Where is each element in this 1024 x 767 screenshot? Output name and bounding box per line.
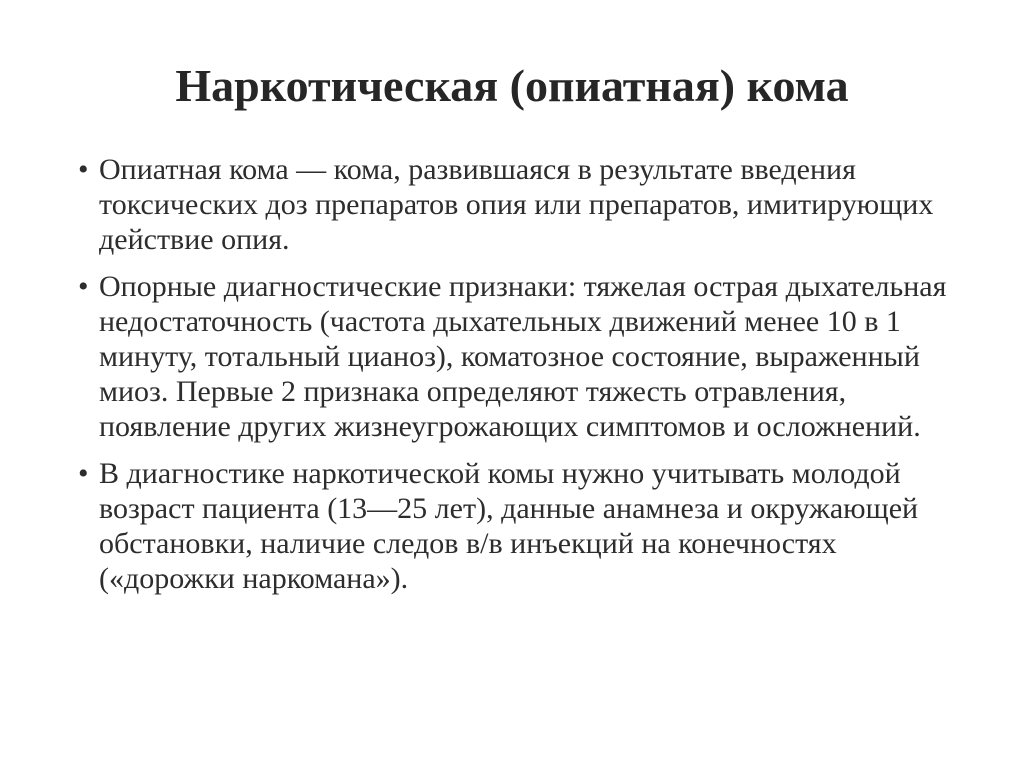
- slide-title: Наркотическая (опиатная) кома: [175, 60, 849, 111]
- bullet-icon: •: [78, 457, 89, 490]
- bullet-item-definition: [78, 152, 958, 257]
- bullet-icon: •: [78, 270, 89, 303]
- bullet-icon: •: [78, 153, 89, 186]
- bullet-text: Опиатная кома — кома, развившаяся в результате введения токсических доз препаратов опия или препаратов, имитирующих действие опия.: [99, 153, 934, 256]
- bullet-item-diagnostics: [78, 456, 958, 596]
- bullet-text: В диагностике наркотической комы нужно учитывать молодой возраст пациента (13—25 лет), данные анамнеза и окружающей обстановки, наличие следов в/в инъекций на конечностях («дорожки наркомана»).: [99, 457, 919, 595]
- bullet-text: Опорные диагностические признаки: тяжелая острая дыхательная недостаточность (частота дыхательных движений менее 10 в 1 минуту, тотальный цианоз), коматозное состояние, выраженный миоз. Первые 2 признака определяют тяжесть отравления, появление других жизнеугрожающих симптомов и осложнений.: [99, 270, 947, 443]
- bullet-list: [78, 152, 958, 608]
- bullet-item-diagnostic-signs: [78, 269, 958, 444]
